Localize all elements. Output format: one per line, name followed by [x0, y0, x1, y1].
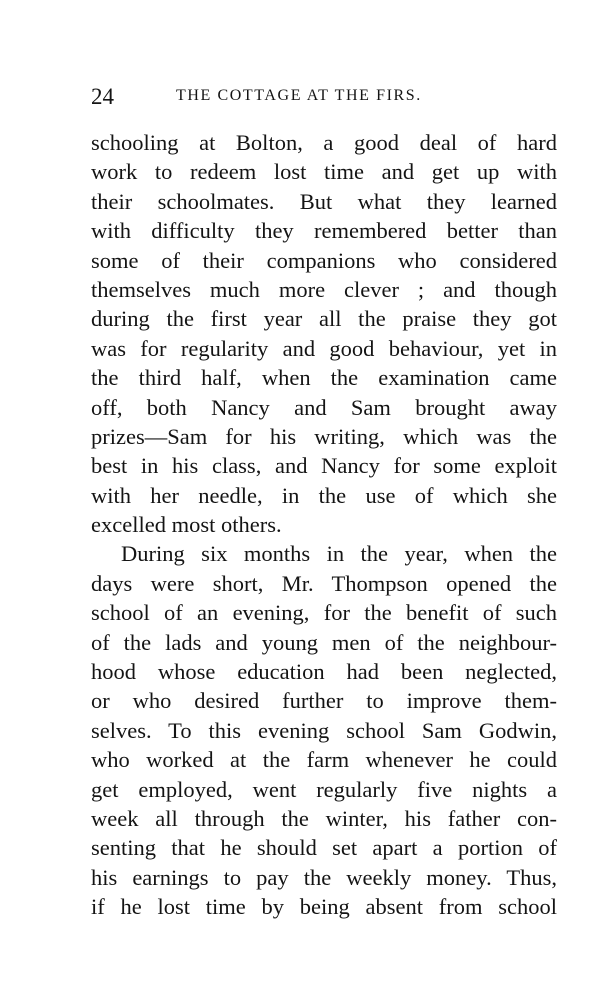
page-number: 24 — [91, 84, 114, 109]
text-line: days were short, Mr. Thompson opened the — [91, 570, 557, 596]
text-line: his earnings to pay the weekly money. Thus, — [91, 864, 557, 890]
text-line: was for regularity and good behaviour, yet in — [91, 335, 557, 361]
page-header — [91, 82, 571, 112]
text-line: senting that he should set apart a portion of — [91, 835, 557, 861]
text-line: with difficulty they remembered better than — [91, 218, 557, 244]
text-line: work to redeem lost time and get up with — [91, 159, 557, 185]
text-line: themselves much more clever ; and though — [91, 276, 557, 302]
text-line: school of an evening, for the benefit of such — [91, 600, 557, 626]
text-line: best in his class, and Nancy for some exploit — [91, 453, 557, 479]
text-line: the third half, when the examination came — [91, 365, 557, 391]
text-line: their schoolmates. But what they learned — [91, 188, 557, 214]
text-line: get employed, went regularly five nights a — [91, 776, 557, 802]
text-line: week all through the winter, his father con- — [91, 805, 557, 831]
paragraph-first-line: During six months in the year, when the — [121, 541, 557, 567]
paragraph-end-line: excelled most others. — [91, 512, 282, 538]
text-line: if he lost time by being absent from school — [91, 894, 557, 920]
text-line: of the lads and young men of the neighbour- — [91, 629, 557, 655]
text-line: some of their companions who considered — [91, 247, 557, 273]
running-title: THE COTTAGE AT THE FIRS. — [176, 87, 422, 104]
text-line: with her needle, in the use of which she — [91, 482, 557, 508]
text-line: selves. To this evening school Sam Godwin, — [91, 717, 557, 743]
text-line: during the first year all the praise they got — [91, 306, 557, 332]
text-line: or who desired further to improve them- — [91, 688, 557, 714]
text-line: off, both Nancy and Sam brought away — [91, 394, 557, 420]
text-line: prizes—Sam for his writing, which was the — [91, 423, 557, 449]
text-line: hood whose education had been neglected, — [91, 659, 557, 685]
body-text — [91, 128, 557, 922]
text-line: who worked at the farm whenever he could — [91, 747, 557, 773]
text-line: schooling at Bolton, a good deal of hard — [91, 130, 557, 155]
